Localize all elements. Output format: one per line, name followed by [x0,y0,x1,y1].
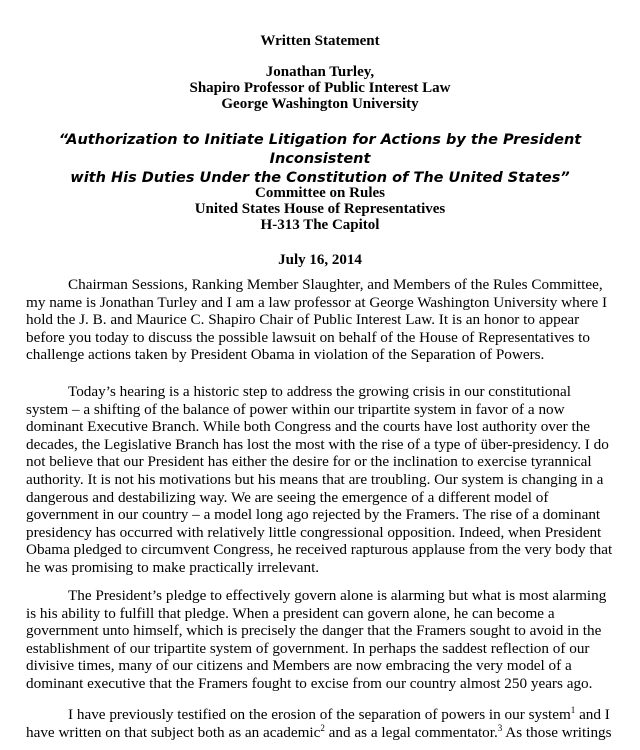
paragraph-line: hold the J. B. and Maurice C. Shapiro Chair of Public Interest Law. It is an honor to appear [26,311,580,329]
paragraph-line: my name is Jonathan Turley and I am a law professor at George Washington University where I [26,293,608,311]
author-title: Shapiro Professor of Public Interest Law [189,80,451,96]
paragraph-line: establishment of our tripartite system of government. In perhaps the saddest reflection of our [26,639,590,657]
author-block [0,64,640,112]
committee-body: United States House of Representatives [194,201,446,217]
paragraph-line: decades, the Legislative Branch has lost the most with the rise of a type of über-presidency. I do [26,435,609,453]
paragraph-line [26,706,616,724]
committee-block [0,185,640,233]
paragraph-line: before you today to discuss the possible lawsuit on behalf of the House of Representatives to [26,328,590,346]
paragraph-line: not believe that our President has either the desire for or the inclination to exercise tyrannical [26,453,592,471]
footnote-marker: 2 [320,722,325,733]
committee-name: Committee on Rules [255,185,385,201]
paragraph-line: Today’s hearing is a historic step to address the growing crisis in our constitutional [68,383,571,400]
footnote-marker: 1 [570,705,576,715]
paragraph [26,587,616,693]
paragraph-line: Chairman Sessions, Ranking Member Slaughter, and Members of the Rules Committee, [68,276,603,293]
paragraph-line: authority. It is not his motivations but his means that are troubling. Our system is changing in a [26,470,604,488]
paragraph-line: The President’s pledge to effectively govern alone is alarming but what is most alarming [68,587,607,604]
paragraph-text: I have previously testified on the erosion of the separation of powers in our system [68,706,571,723]
paragraph [26,383,616,577]
paragraph-line: presidency has occurred with relatively little congressional opposition. Indeed, when President [26,523,602,541]
paragraph-line: he was promising to make practically irrelevant. [26,558,320,576]
hearing-date: July 16, 2014 [278,252,362,268]
hearing-subject [20,131,620,188]
paragraph-line: dangerous and destabilizing way. We are seeing the emergence of a different model of [26,488,549,506]
paragraph-text: As those writings [502,723,612,741]
footnote-marker: 3 [497,722,503,733]
hearing-subject-line: “Authorization to Initiate Litigation for Actions by the President Inconsistent [58,132,582,167]
author-institution: George Washington University [221,96,419,112]
paragraph-text: and as a legal commentator. [324,723,498,741]
paragraph-line: dominant executive that the Framers fought to excise from our country almost 250 years ago. [26,674,593,692]
document-type-heading: Written Statement [260,33,380,49]
paragraph-line: divisive times, many of our citizens and Members are now embracing the very model of a [26,657,572,675]
paragraph-line: system – a shifting of the balance of power within our tripartite system in favor of a now [26,400,565,418]
hearing-subject-line: with His Duties Under the Constitution of The United States” [70,170,570,186]
paragraph-text: have written on that subject both as an academic [26,723,321,741]
paragraph-line: dominant Executive Branch. While both Congress and the courts have lost authority over the [26,418,591,436]
paragraph-line: Obama pledged to circumvent Congress, he received rapturous applause from the very body that [26,541,613,559]
author-name: Jonathan Turley, [265,64,375,80]
paragraph [26,276,616,364]
paragraph [26,706,616,741]
paragraph-line: government in our country – a model long ago rejected by the Framers. The rise of a dominant [26,506,601,524]
committee-room: H-313 The Capitol [260,217,380,233]
paragraph-line [26,724,616,742]
paragraph-line: is his ability to fulfill that pledge. When a president can govern alone, he can become a [26,604,555,622]
paragraph-line: government unto himself, which is precisely the danger that the Framers sought to avoid in the [26,622,602,640]
paragraph-text: and I [575,706,610,723]
paragraph-line: challenge actions taken by President Obama in violation of the Separation of Powers. [26,346,545,364]
